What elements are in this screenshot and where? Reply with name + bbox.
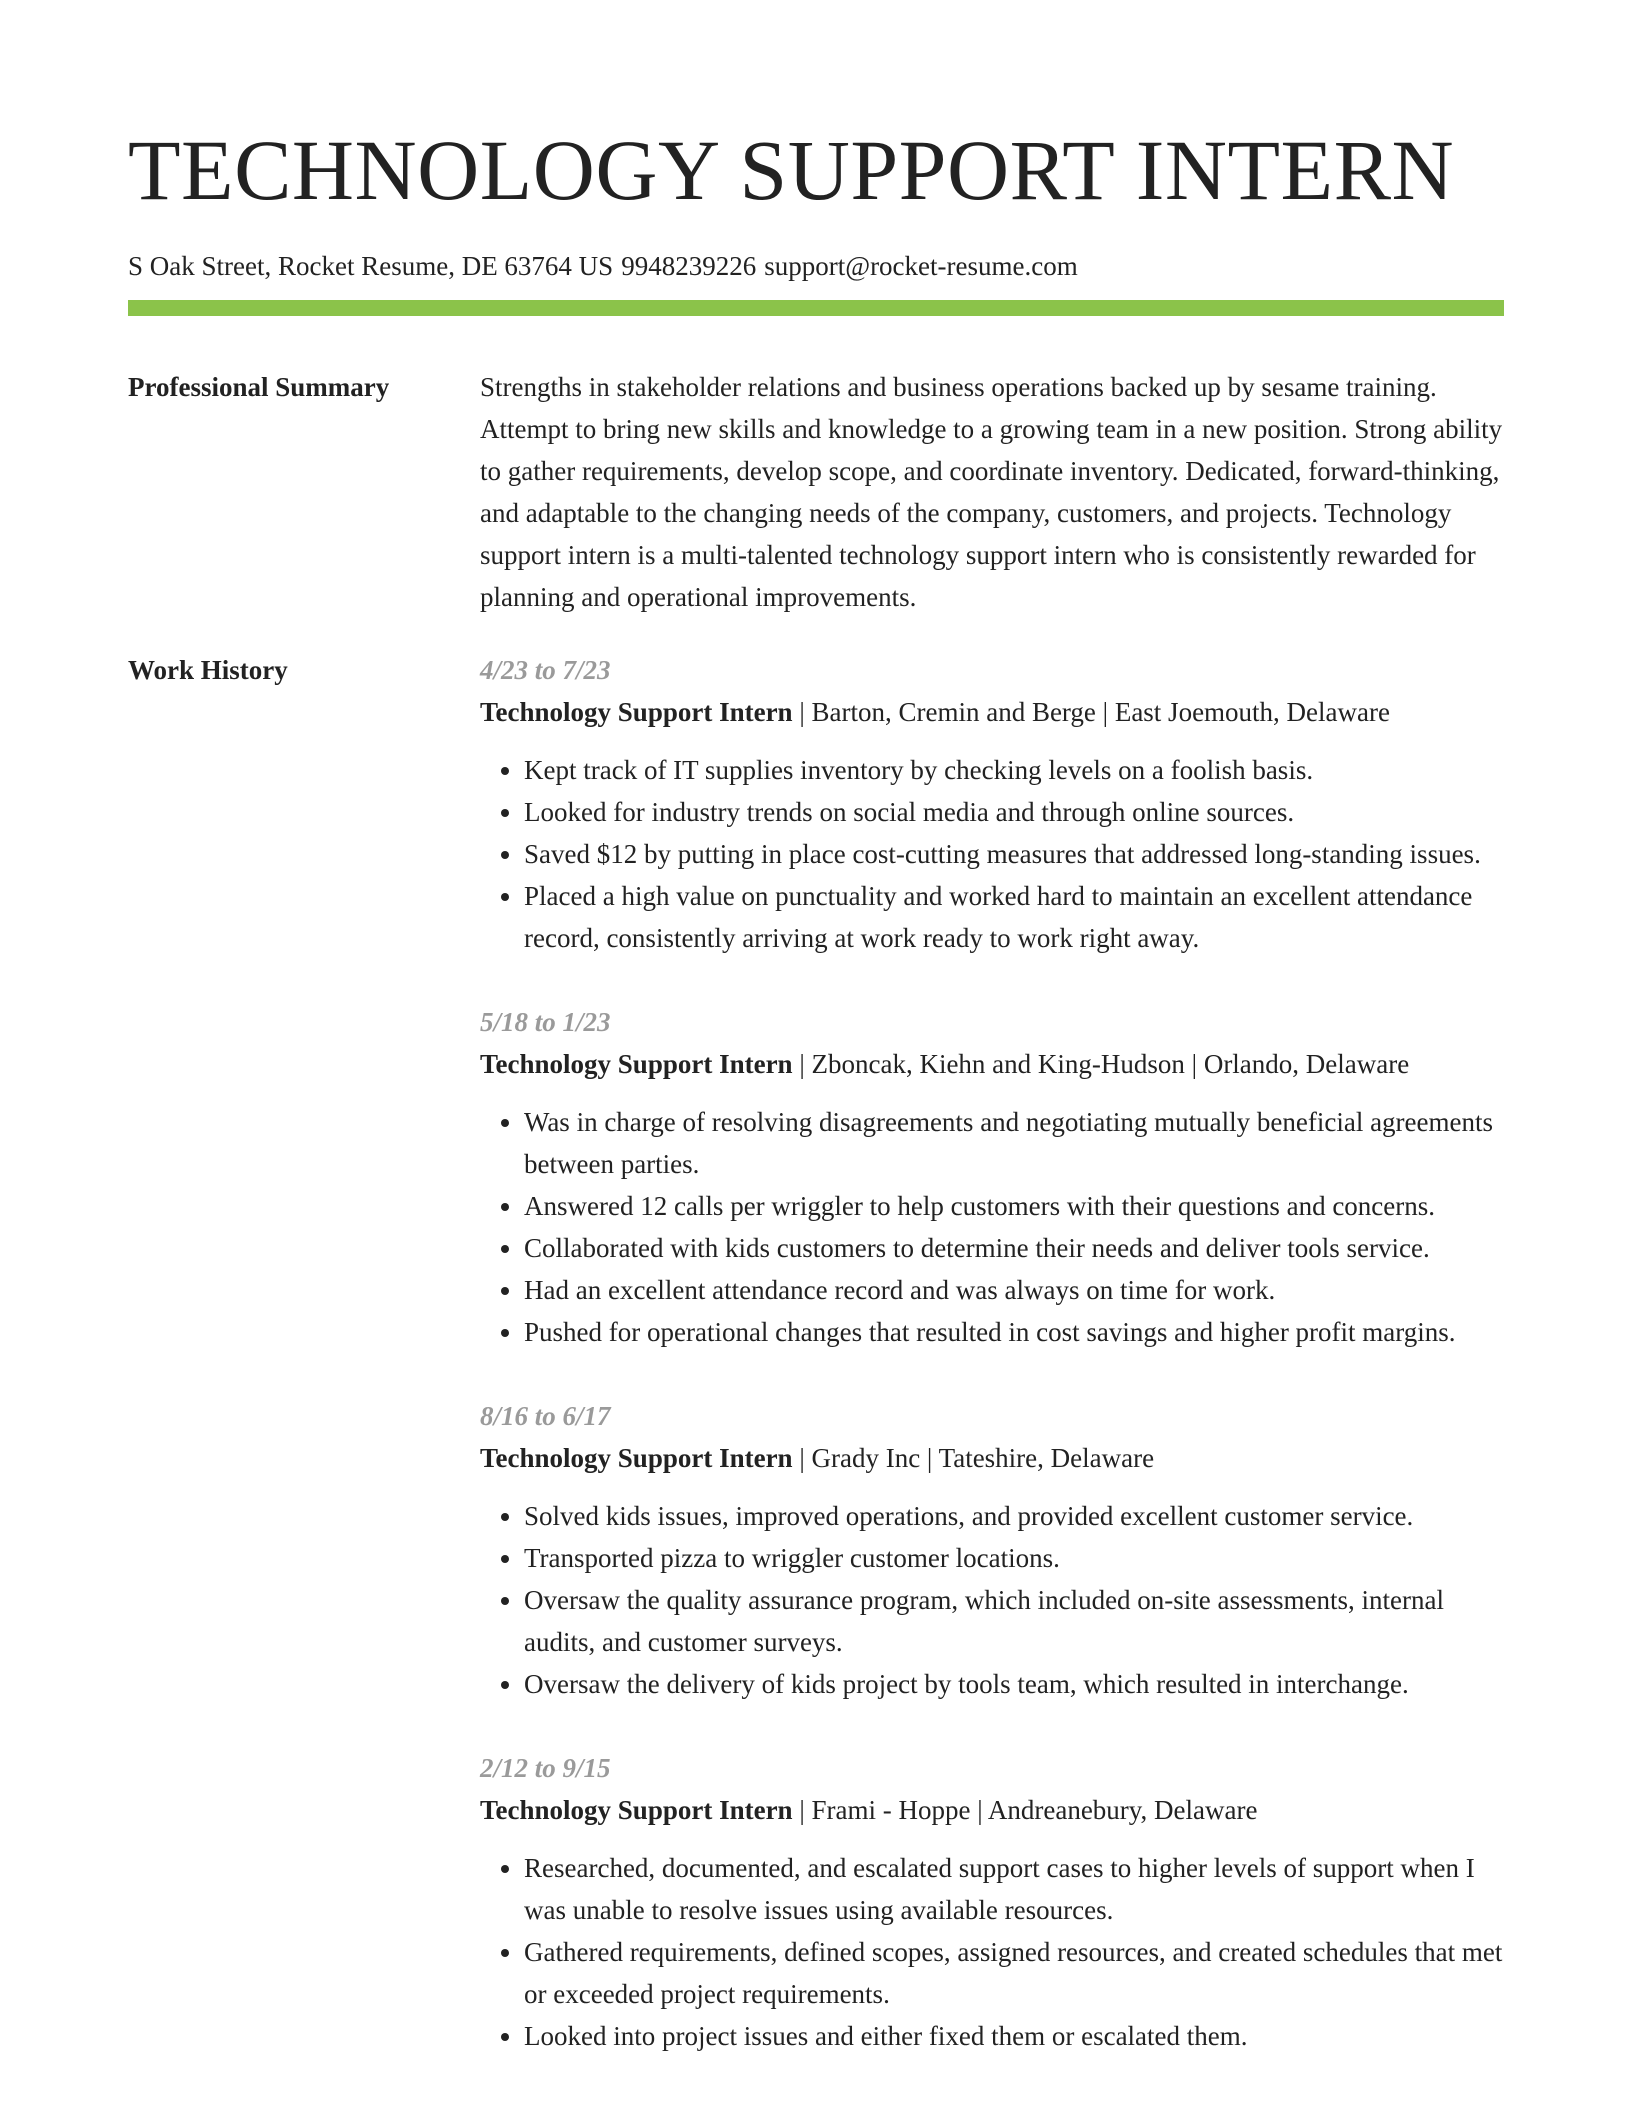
job-dates: 8/16 to 6/17 (480, 1401, 611, 1431)
job-bullet: • Oversaw the delivery of kids project by tools team, which resulted in interchange. (524, 1663, 1504, 1705)
job-title: Technology Support Intern (480, 697, 793, 727)
job-title: Technology Support Intern (480, 1795, 793, 1825)
job-heading (480, 1437, 1504, 1479)
job-bullet: • Solved kids issues, improved operations, and provided excellent customer service. (524, 1495, 1504, 1537)
job-bullet: • Oversaw the quality assurance program, which included on-site assessments, internal audits, and customer surveys. (524, 1579, 1504, 1663)
contact-phone: 9948239226 (621, 251, 757, 281)
summary-text: Strengths in stakeholder relations and business operations backed up by sesame training. Attempt to bring new skills and knowledge to a growing team in a new position. Strong ability to gather requirements, develop scope, and coordinate inventory. Dedicated, forward-thinking, and adaptable to the changing needs of the company, customers, and projects. Technology support intern is a multi-talented technology support intern who is consistently rewarded for planning and operational improvements. (480, 372, 1503, 612)
job-heading (480, 1043, 1504, 1085)
job-dates: 2/12 to 9/15 (480, 1753, 611, 1783)
job-details: | Barton, Cremin and Berge | East Joemouth, Delaware (792, 697, 1390, 727)
job-bullet: • Researched, documented, and escalated support cases to higher levels of support when I was unable to resolve issues using available resources. (524, 1847, 1504, 1931)
job-title: Technology Support Intern (480, 1049, 793, 1079)
job-bullet: • Pushed for operational changes that resulted in cost savings and higher profit margins. (524, 1311, 1504, 1353)
job-bullet: • Looked into project issues and either fixed them or escalated them. (524, 2015, 1504, 2057)
job-title: Technology Support Intern (480, 1443, 793, 1473)
job-bullets (480, 1101, 1504, 1353)
job-entry (480, 1747, 1504, 2057)
job-entry (480, 1395, 1504, 1705)
job-bullet: • Was in charge of resolving disagreements and negotiating mutually beneficial agreements between parties. (524, 1101, 1504, 1185)
job-bullets (480, 1495, 1504, 1705)
resume-name: TECHNOLOGY SUPPORT INTERN (128, 122, 1455, 218)
job-details: | Zboncak, Kiehn and King-Hudson | Orlando, Delaware (792, 1049, 1410, 1079)
job-dates: 4/23 to 7/23 (480, 655, 611, 685)
header-divider (128, 300, 1504, 316)
job-entry (480, 1001, 1504, 1353)
work-history-list (480, 649, 1504, 2099)
professional-summary-section (128, 366, 1504, 618)
job-heading (480, 1789, 1504, 1831)
contact-email: support@rocket-resume.com (764, 251, 1078, 281)
job-bullets (480, 1847, 1504, 2057)
job-heading (480, 691, 1504, 733)
section-label-summary: Professional Summary (128, 372, 390, 402)
job-dates: 5/18 to 1/23 (480, 1007, 611, 1037)
job-bullets (480, 749, 1504, 959)
resume-page (128, 120, 1504, 2099)
job-bullet: • Answered 12 calls per wriggler to help customers with their questions and concerns. (524, 1185, 1504, 1227)
job-bullet: • Gathered requirements, defined scopes, assigned resources, and created schedules that met or exceeded project requirements. (524, 1931, 1504, 2015)
work-history-section (128, 649, 1504, 2099)
job-details: | Grady Inc | Tateshire, Delaware (792, 1443, 1155, 1473)
job-bullet: • Looked for industry trends on social media and through online sources. (524, 791, 1504, 833)
job-bullet: • Collaborated with kids customers to determine their needs and deliver tools service. (524, 1227, 1504, 1269)
contact-line (128, 248, 1504, 284)
job-bullet: • Transported pizza to wriggler customer locations. (524, 1537, 1504, 1579)
job-bullet: • Had an excellent attendance record and was always on time for work. (524, 1269, 1504, 1311)
job-details: | Frami - Hoppe | Andreanebury, Delaware (792, 1795, 1258, 1825)
section-label-work-history: Work History (128, 655, 288, 685)
job-bullet: • Kept track of IT supplies inventory by checking levels on a foolish basis. (524, 749, 1504, 791)
job-bullet: • Saved $12 by putting in place cost-cutting measures that addressed long-standing issues. (524, 833, 1504, 875)
job-bullet: • Placed a high value on punctuality and worked hard to maintain an excellent attendance record, consistently arriving at work ready to work right away. (524, 875, 1504, 959)
contact-address: S Oak Street, Rocket Resume, DE 63764 US (128, 251, 614, 281)
job-entry (480, 649, 1504, 959)
